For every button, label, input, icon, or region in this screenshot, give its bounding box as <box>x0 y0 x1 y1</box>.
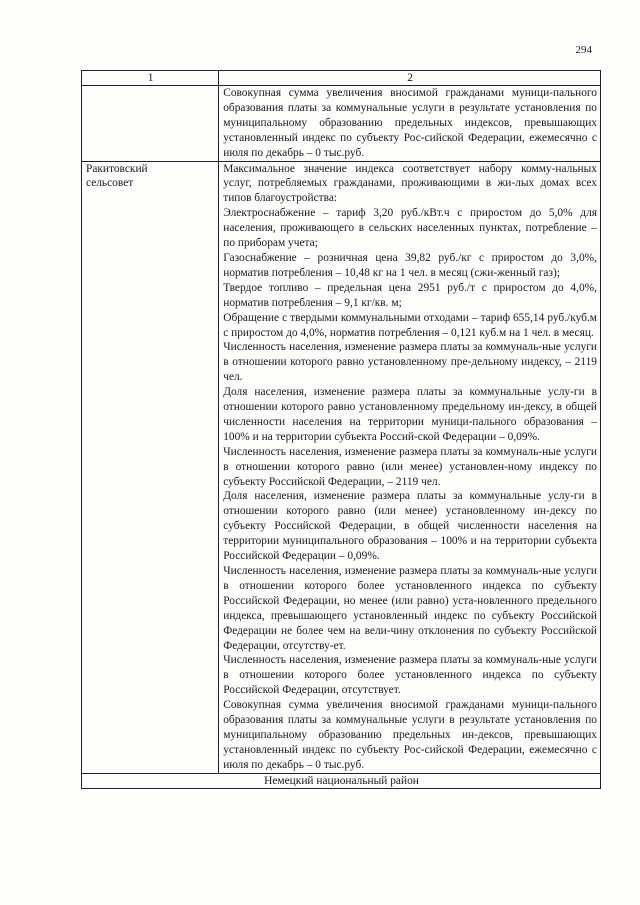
paragraph-index-summary: Максимальное значение индекса соответствует набору комму-нальных услуг, потребляемых гражданами, проживающими в жи-лых домах всех типов благоустройства: <box>223 162 597 205</box>
region-heading: Немецкий национальный район <box>82 773 601 788</box>
continuation-cell <box>219 86 601 162</box>
page-number: 294 <box>575 44 592 56</box>
paragraph-share-equal: Доля населения, изменение размера платы за коммунальные услу-ги в отношении которого равно установленному предельному ин-дексу, в общей численности населения на территории муници-пального образования – 100% и на территории субъекта Россий-ской Федерации – 0,09%. <box>223 386 597 443</box>
paragraph-share-le: Доля населения, изменение размера платы за коммунальные услу-ги в отношении которого равно (или менее) установленному ин-дексу по субъекту Российской Федерации, в общей численности населения на территории муниципального образования – 100% и на территории субъекта Российской Федерации – 0,09%. <box>223 490 597 563</box>
paragraph-population-le: Численность населения, изменение размера платы за коммуналь-ные услуги в отношении которого равно (или менее) установлен-ному индексу по субъекту Российской Федерации, – 2119 чел. <box>223 445 597 488</box>
paragraph-total-increase: Совокупная сумма увеличения вносимой гражданами муници-пального образования платы за коммунальные услуги в результате установления по муниципальному образованию предельных ин-дексов, превышающих установленный индекс по субъекту Рос-сийской Федерации, ежемесячно с июля по декабрь – 0 тыс.руб. <box>223 699 597 771</box>
paragraph-electricity: Электроснабжение – тариф 3,20 руб./кВт.ч с приростом до 5,0% для населения, проживающего в сельских населенных пунктах, потребление – по приборам учета; <box>223 207 597 250</box>
continuation-text: Совокупная сумма увеличения вносимой гражданами муници-пального образования платы за коммунальные услуги в результате установления по муниципальному образованию предельных индексов, превышающих установленный индекс по субъекту Рос-сийской Федерации, ежемесячно с июля по декабрь – 0 тыс.руб. <box>223 87 597 159</box>
entity-row <box>82 161 601 773</box>
entity-details-cell <box>219 161 601 773</box>
entity-name-line-1: Ракитовский <box>86 162 148 175</box>
entity-name-line-2: сельсовет <box>86 177 134 190</box>
entity-name-cell <box>82 161 219 773</box>
index-table <box>81 70 601 789</box>
paragraph-population-equal: Численность населения, изменение размера платы за коммуналь-ные услуги в отношении которого равно установленному пре-дельному индексу, – 2119 чел. <box>223 341 597 384</box>
header-col-2: 2 <box>219 71 601 86</box>
continuation-empty-cell <box>82 86 219 162</box>
table-header-row <box>82 71 601 86</box>
paragraph-gas: Газоснабжение – розничная цена 39,82 руб./кг с приростом до 3,0%, норматив потребления – 10,48 кг на 1 чел. в месяц (сжи-женный газ); <box>223 251 597 279</box>
paragraph-population-between: Численность населения, изменение размера платы за коммуналь-ные услуги в отношении которого более установленного индекса по субъекту Российской Федерации, но менее (или равно) уста-новленного предельного индекса, превышающего установленный индекс по субъекту Российской Федерации не более чем на вели-чину отклонения по субъекту Российской Федерации, отсутству-ет. <box>223 565 597 652</box>
paragraph-waste: Обращение с твердыми коммунальными отходами – тариф 655,14 руб./куб.м с приростом до 4,0%, норматив потребления – 0,121 куб.м на 1 чел. в месяц. <box>223 311 597 339</box>
paragraph-population-above: Численность населения, изменение размера платы за коммуналь-ные услуги в отношении которого более установленного индекса по субъекту Российской Федерации, отсутствует. <box>223 654 597 697</box>
region-row <box>82 773 601 788</box>
continuation-row <box>82 86 601 162</box>
paragraph-solid-fuel: Твердое топливо – предельная цена 2951 руб./т с приростом до 4,0%, норматив потребления – 9,1 кг/кв. м; <box>223 281 597 309</box>
header-col-1: 1 <box>82 71 219 86</box>
